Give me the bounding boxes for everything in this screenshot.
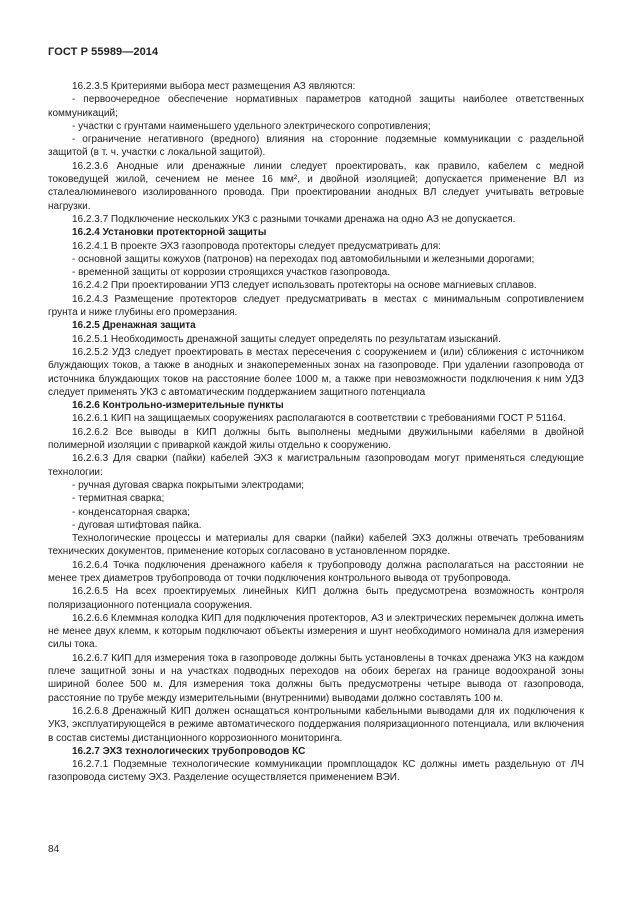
paragraph: 16.2.6.6 Клеммная колодка КИП для подключения протекторов, АЗ и электрических перемычек должна иметь не менее двух клемм, к которым подключают объекты измерения и шунт необходимого номинала для измерения силы тока. — [48, 612, 584, 651]
list-item: - первоочередное обеспечение нормативных параметров катодной защиты наиболее ответственных коммуникаций; — [48, 94, 584, 119]
paragraph: 16.2.6.7 КИП для измерения тока в газопроводе должны быть установлены в точках дренажа УКЗ на каждом плече защитной зоны и на участках подводных переходов на обоих берегах на границе водоохраной зоны шириной более 500 м. Для измерения тока должны быть предусмотрены четыре вывода от газопровода, расстояние по трубе между измерительными (внутренними) выводами должно составлять 100 м. — [48, 652, 584, 704]
paragraph: 16.2.4.2 При проектировании УПЗ следует использовать протекторы на основе магниевых сплавов. — [72, 280, 537, 292]
page-number: 84 — [48, 844, 60, 855]
paragraph: 16.2.6.2 Все выводы в КИП должны быть выполнены медными двужильными кабелями в двойной полимерной изоляции с приваркой каждой жилы отдельно к сооружению. — [48, 426, 584, 452]
paragraph: 16.2.6.4 Точка подключения дренажного кабеля к трубопроводу должна располагаться на расстоянии не менее трех диаметров трубопровода от точки подключения контрольного вывода от трубопровода. — [48, 559, 584, 584]
section-heading: 16.2.6 Контрольно-измерительные пункты — [72, 400, 284, 412]
list-item: - временной защиты от коррозии строящихся участков газопровода. — [72, 267, 390, 279]
paragraph: 16.2.4.1 В проекте ЭХЗ газопровода протекторы следует предусматривать для: — [72, 240, 441, 252]
list-item: - дуговая штифтовая пайка. — [72, 519, 202, 531]
paragraph: 16.2.3.6 Анодные или дренажные линии следует проектировать, как правило, кабелем с медной токоведущей жилой, сечением не менее 16 мм², и двойной изоляцией; допускается применение ВЛ из сталеалюминевого изолированного провода. При проектировании анодных ВЛ следует учитывать ветровые нагрузки. — [48, 160, 584, 212]
paragraph: 16.2.6.3 Для сварки (пайки) кабелей ЭХЗ к магистральным газопроводам могут применяться следующие технологии: — [48, 453, 584, 478]
paragraph: 16.2.5.2 УДЗ следует проектировать в местах пересечения с сооружением и (или) сближения с источником блуждающих токов, а также в анодных и знакопеременных зонах на газопроводе. При удалении газопровода от источника блуждающих токов на расстояние более 1000 м, а также при невозможности подключения к ним УДЗ следует применять УКЗ с автоматическим поддержанием защитного потенциала — [48, 346, 584, 398]
section-heading: 16.2.5 Дренажная защита — [72, 320, 196, 332]
list-item: - участки с грунтами наименьшего удельного электрического сопротивления; — [72, 120, 431, 132]
list-item: - ограничение негативного (вредного) влияния на сторонние подземные коммуникации с раздельной защитой (в т. ч. участки с локальной защитой). — [48, 134, 584, 159]
paragraph: Технологические процессы и материалы для сварки (пайки) кабелей ЭХЗ должны отвечать требованиям технических документов, применение которых согласовано в установленном порядке. — [48, 533, 584, 558]
list-item: - термитная сварка; — [72, 493, 165, 505]
list-item: - ручная дуговая сварка покрытыми электродами; — [72, 479, 305, 491]
paragraph: 16.2.6.8 Дренажный КИП должен оснащаться контрольными кабельными выводами для их подключения к УКЗ, эксплуатирующейся в режиме автоматического поддержания поляризационного потенциала, или включения в состав системы дистанционного коррозионного мониторинга. — [48, 705, 584, 744]
section-heading: 16.2.7 ЭХЗ технологических трубопроводов КС — [72, 745, 306, 757]
section-heading: 16.2.4 Установки протекторной защиты — [72, 227, 267, 239]
paragraph: 16.2.3.5 Критериями выбора мест размещения АЗ являются: — [72, 81, 356, 92]
document-header: ГОСТ Р 55989—2014 — [48, 46, 159, 58]
paragraph: 16.2.5.1 Необходимость дренажной защиты следует определять по результатам изысканий. — [72, 333, 501, 345]
paragraph: 16.2.3.7 Подключение нескольких УКЗ с разными точками дренажа на одно АЗ не допускается. — [72, 213, 516, 225]
paragraph: 16.2.6.1 КИП на защищаемых сооружениях располагаются в соответствии с требованиями ГОСТ Р 51164. — [72, 413, 566, 425]
paragraph: 16.2.4.3 Размещение протекторов следует предусматривать в местах с минимальным сопротивлением грунта и ниже глубины его промерзания. — [48, 293, 584, 319]
list-item: - конденсаторная сварка; — [72, 506, 191, 518]
document-body — [48, 80, 584, 785]
paragraph: 16.2.6.5 На всех проектируемых линейных КИП должна быть предусмотрена возможность контроля поляризационного потенциала сооружения. — [48, 586, 584, 611]
list-item: - основной защиты кожухов (патронов) на переходах под автомобильными и железными дорогами; — [72, 253, 535, 265]
paragraph: 16.2.7.1 Подземные технологические коммуникации промплощадок КС должны иметь раздельную от ЛЧ газопровода систему ЭХЗ. Разделение осуществляется применением ВЭИ. — [48, 759, 584, 784]
